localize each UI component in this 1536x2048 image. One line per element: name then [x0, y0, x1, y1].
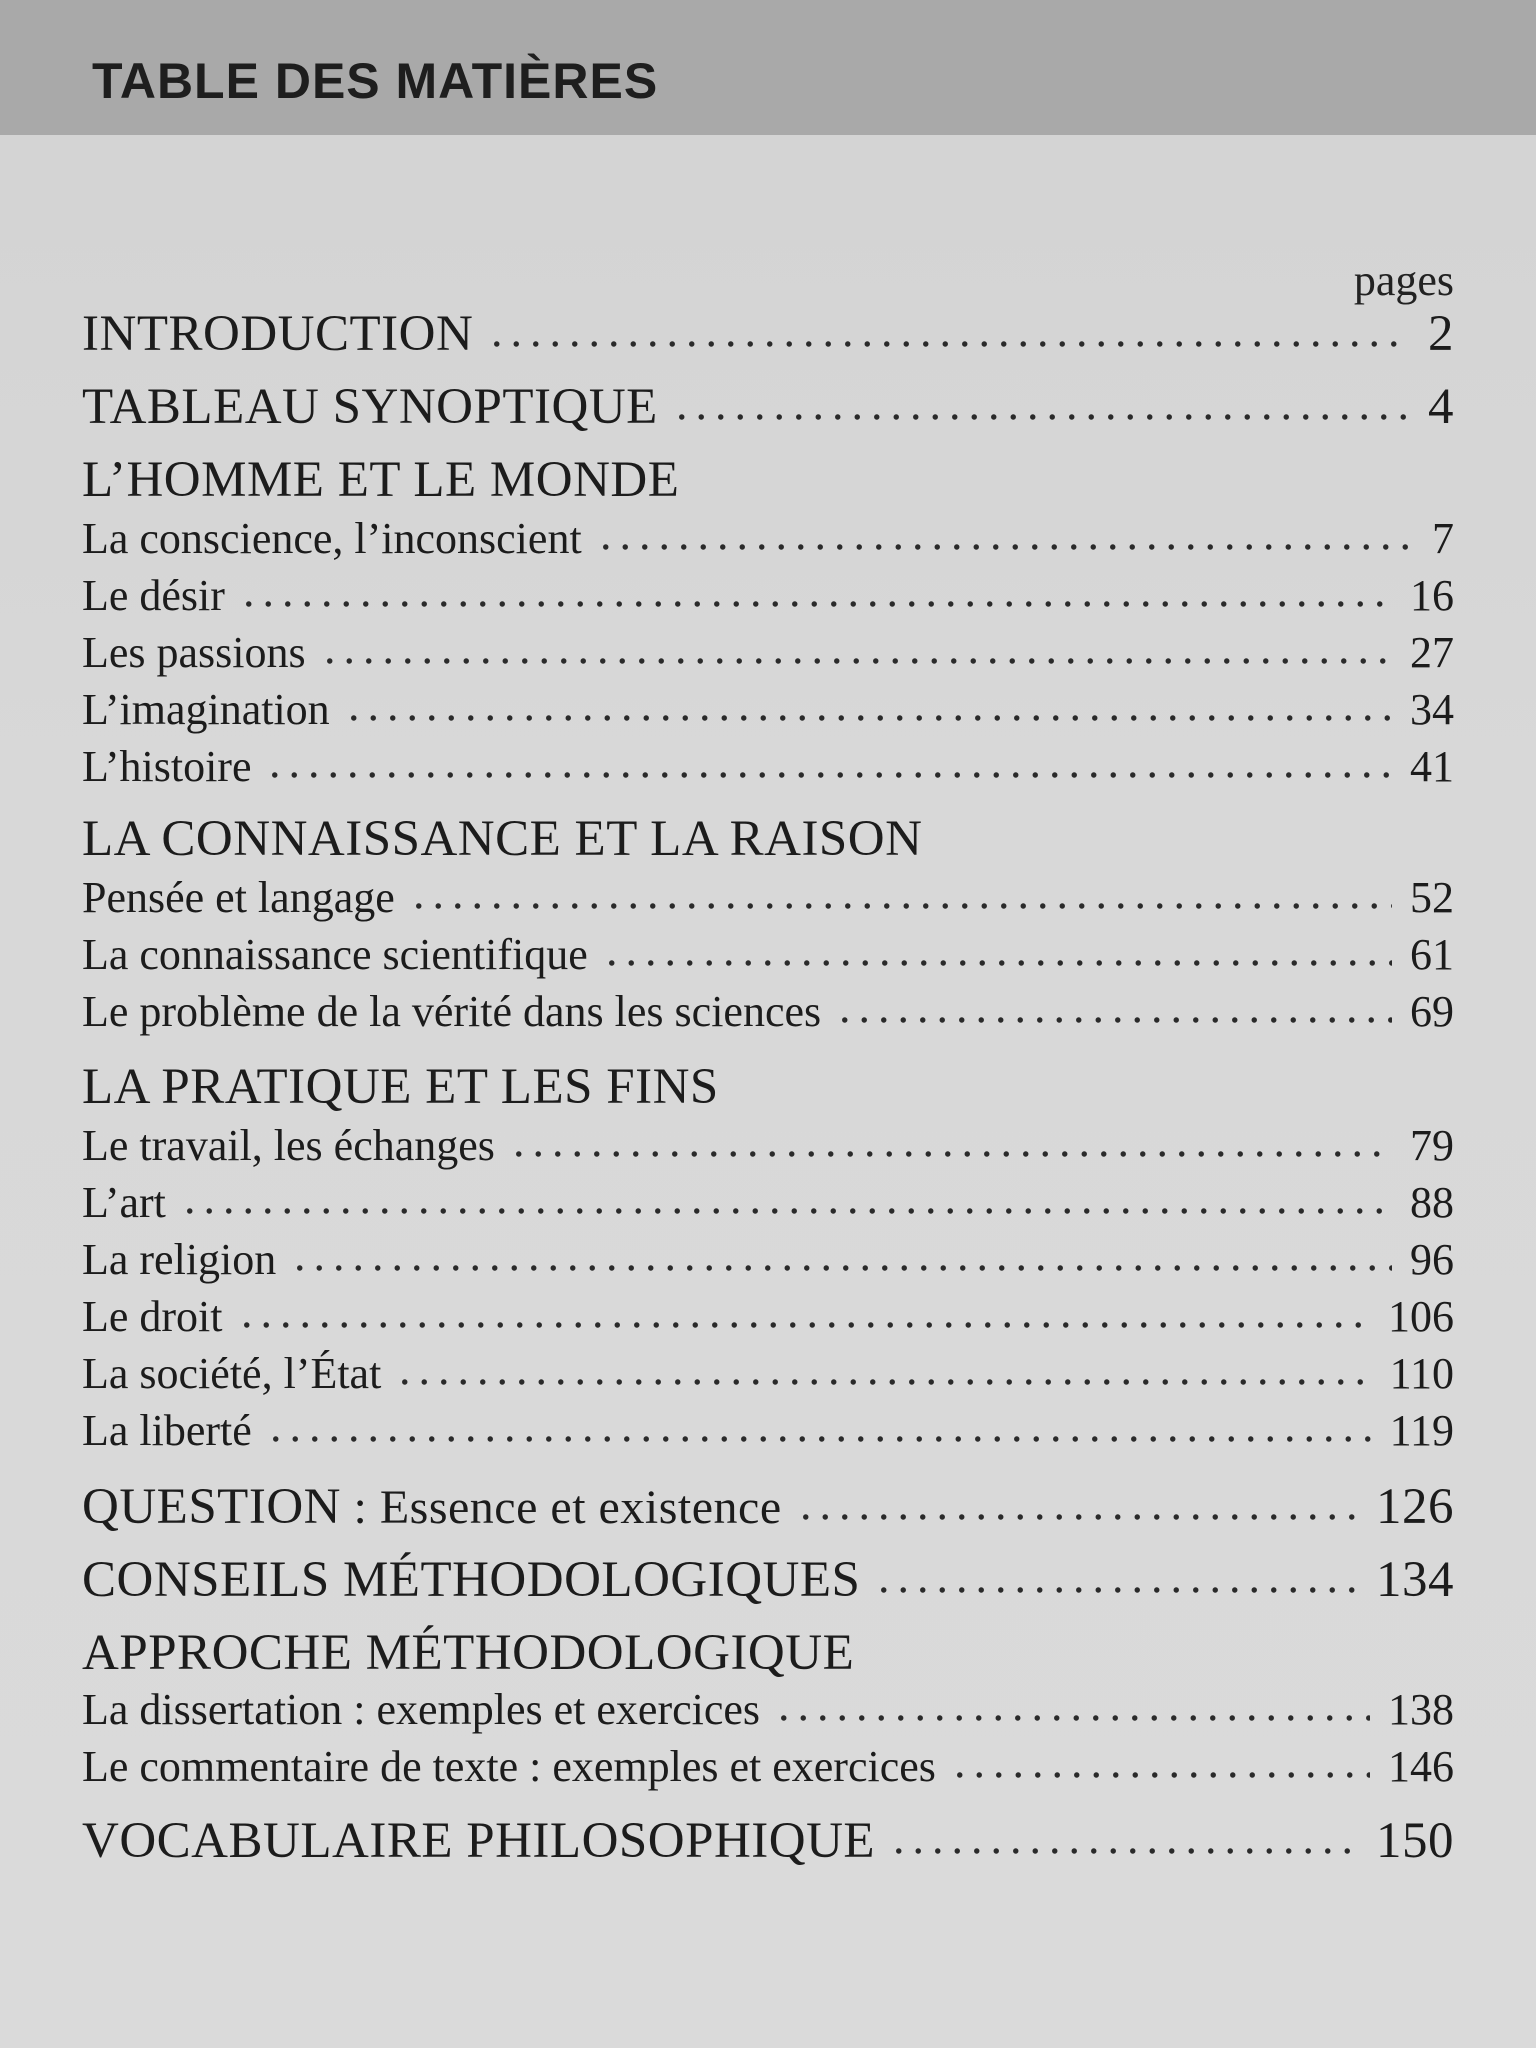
leader-dots [395, 1378, 1371, 1386]
leader-dots [239, 600, 1392, 608]
toc-entry-page: 61 [1410, 930, 1454, 979]
toc-entry-travail[interactable] [82, 1120, 1454, 1171]
toc-entry-label: Le commentaire de texte : exemples et exercices [82, 1742, 936, 1791]
toc-entry-page: 119 [1389, 1406, 1454, 1455]
toc-entry-label [82, 1478, 782, 1536]
leader-dots [835, 1016, 1392, 1024]
toc-entry-label: La religion [82, 1235, 277, 1284]
toc-entry-page: 16 [1410, 571, 1454, 620]
toc-entry-connaissance-scientifique[interactable] [82, 929, 1454, 980]
toc-entry-label: L’histoire [82, 742, 252, 791]
toc-entry-conseils-methodologiques[interactable] [82, 1551, 1454, 1609]
toc-entry-pensee-langage[interactable] [82, 872, 1454, 923]
leader-dots [509, 1150, 1392, 1158]
leader-dots [266, 1435, 1372, 1443]
leader-dots [950, 1771, 1370, 1779]
question-subject: : Essence et existence [340, 1481, 782, 1534]
toc-entry-label: VOCABULAIRE PHILOSOPHIQUE [82, 1813, 876, 1869]
toc-entry-label: L’art [82, 1178, 166, 1227]
toc-entry-page: 7 [1432, 514, 1454, 563]
leader-dots [237, 1321, 1370, 1329]
toc-entry-page: 146 [1388, 1742, 1454, 1791]
toc-entry-desir[interactable] [82, 570, 1454, 621]
leader-dots [889, 1847, 1358, 1855]
toc-entry-vocabulaire[interactable] [82, 1812, 1454, 1870]
toc-entry-introduction[interactable] [82, 305, 1454, 363]
section-heading: LA CONNAISSANCE ET LA RAISON [82, 811, 923, 867]
toc-entry-conscience[interactable] [82, 513, 1454, 564]
leader-dots [344, 714, 1392, 722]
toc-entry-page: 150 [1376, 1813, 1454, 1869]
toc-entry-label: INTRODUCTION [82, 306, 474, 362]
toc-entry-religion[interactable] [82, 1234, 1454, 1285]
toc-entry-page: 96 [1410, 1235, 1454, 1284]
toc-section-pratique-fins [82, 1058, 1454, 1116]
toc-entry-label: CONSEILS MÉTHODOLOGIQUES [82, 1552, 861, 1608]
toc-entry-page: 138 [1388, 1685, 1454, 1734]
leader-dots [290, 1264, 1392, 1272]
toc-entry-droit[interactable] [82, 1291, 1454, 1342]
toc-entry-page: 2 [1428, 306, 1454, 362]
toc-entry-label: La conscience, l’inconscient [82, 514, 582, 563]
leader-dots [774, 1714, 1370, 1722]
page-title: TABLE DES MATIÈRES [92, 53, 659, 109]
toc-entry-page: 41 [1410, 742, 1454, 791]
toc-entry-label: Le droit [82, 1292, 223, 1341]
toc-entry-label: Le travail, les échanges [82, 1121, 495, 1170]
toc-entry-label: Le désir [82, 571, 225, 620]
toc-entry-page: 106 [1388, 1292, 1454, 1341]
toc-entry-question[interactable] [82, 1478, 1454, 1536]
leader-dots [672, 413, 1410, 421]
pages-column-label: pages [1353, 256, 1454, 305]
toc-entry-page: 52 [1410, 873, 1454, 922]
leader-dots [487, 340, 1410, 348]
toc-entry-page: 126 [1376, 1479, 1454, 1535]
toc-entry-art[interactable] [82, 1177, 1454, 1228]
leader-dots [602, 959, 1392, 967]
leader-dots [409, 902, 1392, 910]
leader-dots [265, 771, 1392, 779]
leader-dots [874, 1586, 1358, 1594]
leader-dots [596, 543, 1414, 551]
toc-entry-verite-sciences[interactable] [82, 986, 1454, 1037]
toc-section-homme-monde [82, 451, 1454, 509]
toc-entry-label: TABLEAU SYNOPTIQUE [82, 379, 658, 435]
toc-entry-tableau-synoptique[interactable] [82, 378, 1454, 436]
toc-entry-label: Pensée et langage [82, 873, 395, 922]
toc-entry-page: 34 [1410, 685, 1454, 734]
toc-entry-page: 69 [1410, 987, 1454, 1036]
leader-dots [180, 1207, 1392, 1215]
section-heading: L’HOMME ET LE MONDE [82, 452, 680, 508]
toc-entry-page: 27 [1410, 628, 1454, 677]
toc-entry-page: 110 [1389, 1349, 1454, 1398]
toc-entry-imagination[interactable] [82, 684, 1454, 735]
toc-section-approche-methodologique [82, 1624, 1454, 1682]
toc-entry-label: Le problème de la vérité dans les sciences [82, 987, 822, 1036]
toc-entry-label: La connaissance scientifique [82, 930, 588, 979]
leader-dots [796, 1513, 1358, 1521]
toc-entry-label: La dissertation : exemples et exercices [82, 1685, 761, 1734]
toc-entry-commentaire[interactable] [82, 1741, 1454, 1792]
toc-entry-page: 4 [1428, 379, 1454, 435]
toc-entry-dissertation[interactable] [82, 1684, 1454, 1735]
toc-entry-histoire[interactable] [82, 741, 1454, 792]
toc-entry-page: 79 [1410, 1121, 1454, 1170]
leader-dots [320, 657, 1392, 665]
toc-entry-societe-etat[interactable] [82, 1348, 1454, 1399]
section-heading: APPROCHE MÉTHODOLOGIQUE [82, 1625, 855, 1681]
toc-entry-passions[interactable] [82, 627, 1454, 678]
toc-entry-label: La société, l’État [82, 1349, 382, 1398]
toc-entry-label: L’imagination [82, 685, 330, 734]
question-keyword: QUESTION [82, 1479, 341, 1535]
toc-entry-liberte[interactable] [82, 1405, 1454, 1456]
toc-section-connaissance-raison [82, 810, 1454, 868]
section-heading: LA PRATIQUE ET LES FINS [82, 1059, 719, 1115]
toc-entry-page: 134 [1376, 1552, 1454, 1608]
toc-entry-page: 88 [1410, 1178, 1454, 1227]
toc-entry-label: La liberté [82, 1406, 252, 1455]
toc-entry-label: Les passions [82, 628, 306, 677]
